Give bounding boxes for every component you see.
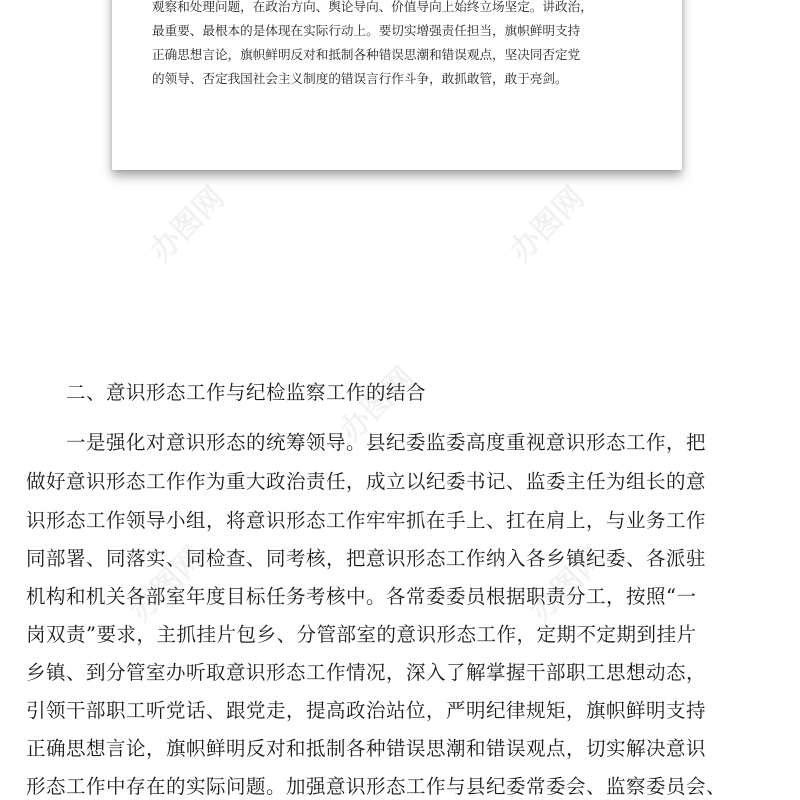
paragraph-line: 乡镇、到分管室办听取意识形态工作情况，深入了解掌握干部职工思想动态， <box>26 661 707 684</box>
paragraph-line: 机构和机关各部室年度目标任务考核中。各常委委员根据职责分工，按照“一 <box>26 585 697 608</box>
page-text-line: 的领导、否定我国社会主义制度的错误言行作斗争，敢抓敢管，敢于亮剑。 <box>152 71 568 86</box>
page-text-line: 观察和处理问题，在政治方向、舆论导向、价值导向上始终立场坚定。讲政治， <box>152 0 593 14</box>
paragraph-line: 做好意识形态工作作为重大政治责任，成立以纪委书记、监委主任为组长的意 <box>26 470 707 493</box>
section-heading: 二、意识形态工作与纪检监察工作的结合 <box>66 381 427 404</box>
paragraph-line: 同部署、同落实、同检查、同考核，把意识形态工作纳入各乡镇纪委、各派驻 <box>26 547 707 570</box>
paragraph-line: 形态工作中存在的实际问题。加强意识形态工作与县纪委常委会、监察委员会、 <box>26 775 727 798</box>
paragraph-line: 正确思想言论，旗帜鲜明反对和抵制各种错误思潮和错误观点，切实解决意识 <box>26 737 707 760</box>
paragraph-line: 识形态工作领导小组，将意识形态工作牢牢抓在手上、扛在肩上，与业务工作 <box>26 509 707 532</box>
page-text-line: 正确思想言论，旗帜鲜明反对和抵制各种错误思潮和错误观点，坚决同否定党 <box>152 47 581 62</box>
paragraph-line: 一是强化对意识形态的统筹领导。县纪委监委高度重视意识形态工作，把 <box>66 431 707 454</box>
watermark-logo: 办图网 <box>123 540 212 629</box>
paragraph-line: 引领干部职工听党话、跟党走，提高政治站位，严明纪律规矩，旗帜鲜明支持 <box>26 699 707 722</box>
page-text-line: 最重要、最根本的是体现在实际行动上。要切实增强责任担当，旗帜鲜明支持 <box>152 23 581 38</box>
watermark-logo: 办图网 <box>503 180 592 269</box>
watermark-logo: 办图网 <box>523 540 612 629</box>
watermark-logo: 办图网 <box>333 360 422 449</box>
watermark-logo: 办图网 <box>143 180 232 269</box>
paragraph-line: 岗双责”要求，主抓挂片包乡、分管部室的意识形态工作，定期不定期到挂片 <box>26 623 697 646</box>
